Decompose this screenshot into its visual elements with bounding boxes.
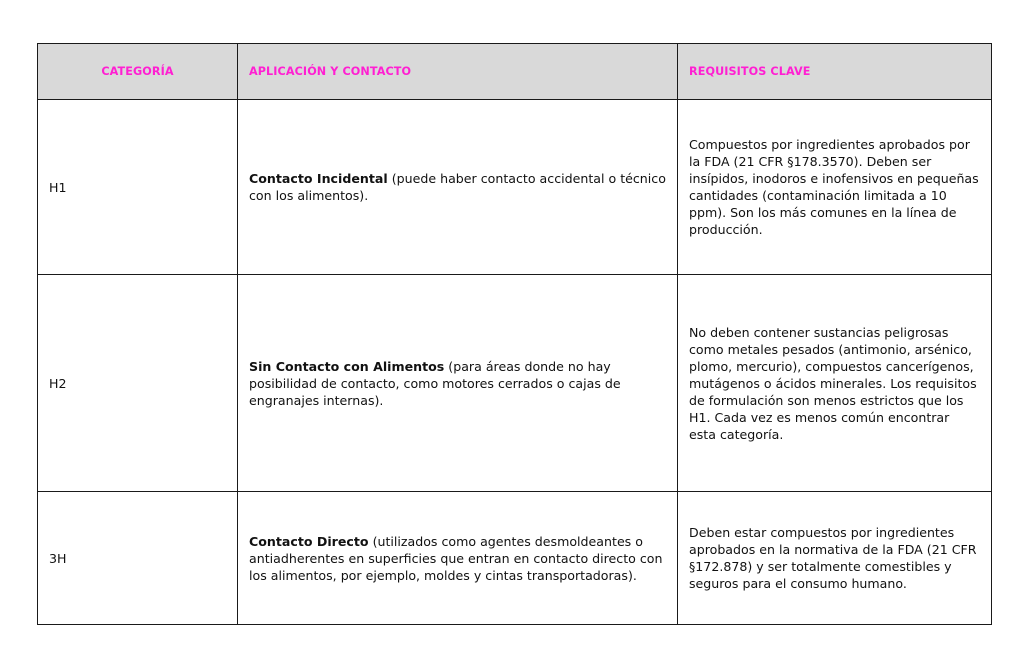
requirements-cell: No deben contener sustancias peligrosas como metales pesados (antimonio, arsénico, plomo, mercurio), compuestos cancerígenos, mutágenos o ácidos minerales. Los requisitos de formulación son menos estrictos que los H1. Cada vez es menos común encontrar esta categoría. (678, 275, 992, 492)
application-description: (puede haber contacto accidental o técnico con los alimentos). (249, 171, 666, 203)
requirements-cell: Deben estar compuestos por ingredientes aprobados en la normativa de la FDA (21 CFR §172.878) y ser totalmente comestibles y seguros para el consumo humano. (678, 492, 992, 625)
header-categoria: CATEGORÍA (38, 44, 238, 100)
table-header-row (38, 44, 992, 100)
table-row (38, 492, 992, 625)
application-cell (238, 492, 678, 625)
application-title: Sin Contacto con Alimentos (249, 358, 445, 374)
category-cell: 3H (38, 492, 238, 625)
header-aplicacion: APLICACIÓN Y CONTACTO (238, 44, 678, 100)
table-row (38, 100, 992, 275)
header-requisitos: REQUISITOS CLAVE (678, 44, 992, 100)
requirements-cell: Compuestos por ingredientes aprobados por la FDA (21 CFR §178.3570). Deben ser insípidos, inodoros e inofensivos en pequeñas cantidades (contaminación limitada a 10 ppm). Son los más comunes en la línea de producción. (678, 100, 992, 275)
table-row (38, 275, 992, 492)
application-cell (238, 275, 678, 492)
application-description: (utilizados como agentes desmoldeantes o antiadherentes en superficies que entran en contacto directo con los alimentos, por ejemplo, moldes y cintas transportadoras). (249, 533, 663, 583)
application-title: Contacto Incidental (249, 171, 388, 186)
application-description: (para áreas donde no hay posibilidad de contacto, como motores cerrados o cajas de engranajes internas). (249, 358, 621, 408)
category-cell: H1 (38, 100, 238, 275)
category-cell: H2 (38, 275, 238, 492)
lubricant-category-table (37, 43, 992, 625)
application-title: Contacto Directo (249, 533, 369, 549)
application-cell (238, 100, 678, 275)
